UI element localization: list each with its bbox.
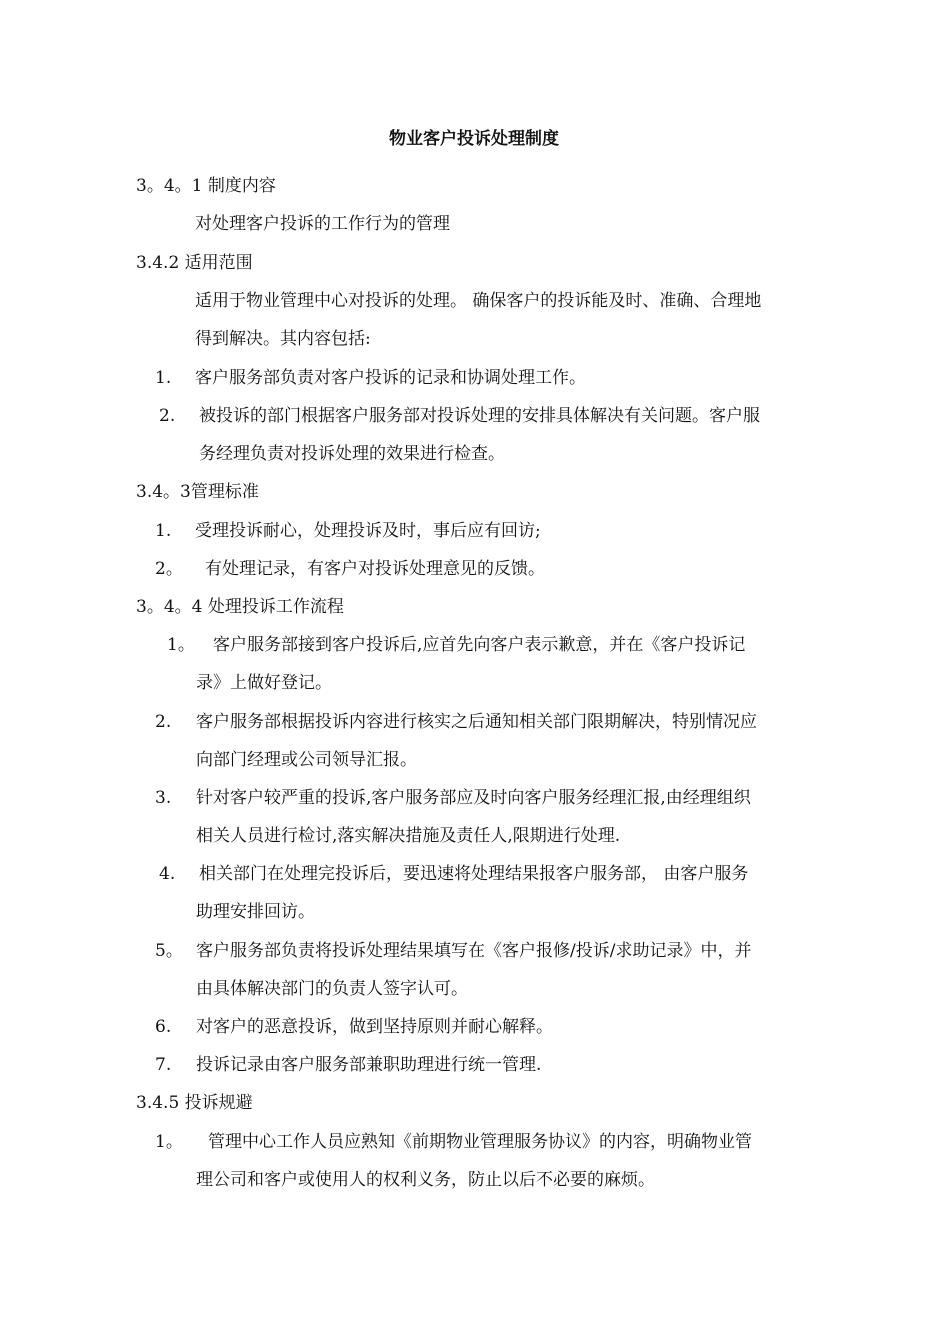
section-body: 对处理客户投诉的工作行为的管理 [195, 214, 450, 234]
list-item-text: 客户服务部接到客户投诉后,应首先向客户表示歉意，并在《客户投诉记 [213, 635, 746, 655]
list-item-number: 1。 [167, 635, 195, 655]
list-item-text: 有处理记录，有客户对投诉处理意见的反馈。 [205, 559, 545, 579]
list-item-number: 1。 [155, 1132, 183, 1152]
section-heading-3-4-5: 3.4.5 投诉规避 [136, 1093, 253, 1113]
list-item-number: 3. [155, 788, 172, 808]
list-item-text: 针对客户较严重的投诉,客户服务部应及时向客户服务经理汇报,由经理组织 [196, 788, 751, 808]
list-item-number: 1. [155, 521, 172, 541]
list-item-text: 客户服务部负责对客户投诉的记录和协调处理工作。 [195, 368, 586, 388]
list-item-text: 对客户的恶意投诉，做到坚持原则并耐心解释。 [196, 1017, 553, 1037]
section-heading-3-4-4: 3。4。4 处理投诉工作流程 [136, 597, 344, 617]
section-body: 适用于物业管理中心对投诉的处理。 确保客户的投诉能及时、准确、合理地 [195, 291, 762, 311]
list-item-number: 4. [159, 864, 176, 884]
list-item-number: 6. [155, 1017, 172, 1037]
list-item-text: 相关人员进行检讨,落实解决措施及责任人,限期进行处理. [196, 826, 621, 846]
list-item-text: 录》上做好登记。 [196, 673, 332, 693]
list-item-text: 管理中心工作人员应熟知《前期物业管理服务协议》的内容，明确物业管 [208, 1132, 752, 1152]
section-heading-3-4-3: 3.4。3管理标准 [136, 482, 259, 502]
list-item-text: 受理投诉耐心，处理投诉及时，事后应有回访; [195, 521, 541, 541]
list-item-number: 2。 [155, 559, 183, 579]
list-item-text: 理公司和客户或使用人的权利义务，防止以后不必要的麻烦。 [196, 1170, 655, 1190]
list-item-number: 2. [159, 406, 176, 426]
list-item-text: 相关部门在处理完投诉后，要迅速将处理结果报客户服务部， 由客户服务 [199, 864, 749, 884]
list-item-text: 务经理负责对投诉处理的效果进行检查。 [199, 444, 505, 464]
list-item-text: 客户服务部负责将投诉处理结果填写在《客户报修/投诉/求助记录》中，并 [196, 941, 752, 961]
document-title: 物业客户投诉处理制度 [389, 129, 559, 149]
section-body: 得到解决。其内容包括: [195, 329, 371, 349]
list-item-text: 被投诉的部门根据客户服务部对投诉处理的安排具体解决有关问题。客户服 [199, 406, 760, 426]
list-item-text: 客户服务部根据投诉内容进行核实之后通知相关部门限期解决，特别情况应 [196, 712, 757, 732]
list-item-number: 1. [155, 368, 172, 388]
list-item-number: 5。 [155, 941, 183, 961]
list-item-number: 2. [155, 712, 172, 732]
list-item-text: 向部门经理或公司领导汇报。 [196, 750, 417, 770]
section-heading-3-4-2: 3.4.2 适用范围 [136, 253, 253, 273]
list-item-text: 助理安排回访。 [196, 902, 315, 922]
list-item-text: 由具体解决部门的负责人签字认可。 [196, 979, 468, 999]
section-heading-3-4-1: 3。4。1 制度内容 [136, 176, 276, 196]
list-item-number: 7. [155, 1055, 172, 1075]
list-item-text: 投诉记录由客户服务部兼职助理进行统一管理. [196, 1055, 542, 1075]
